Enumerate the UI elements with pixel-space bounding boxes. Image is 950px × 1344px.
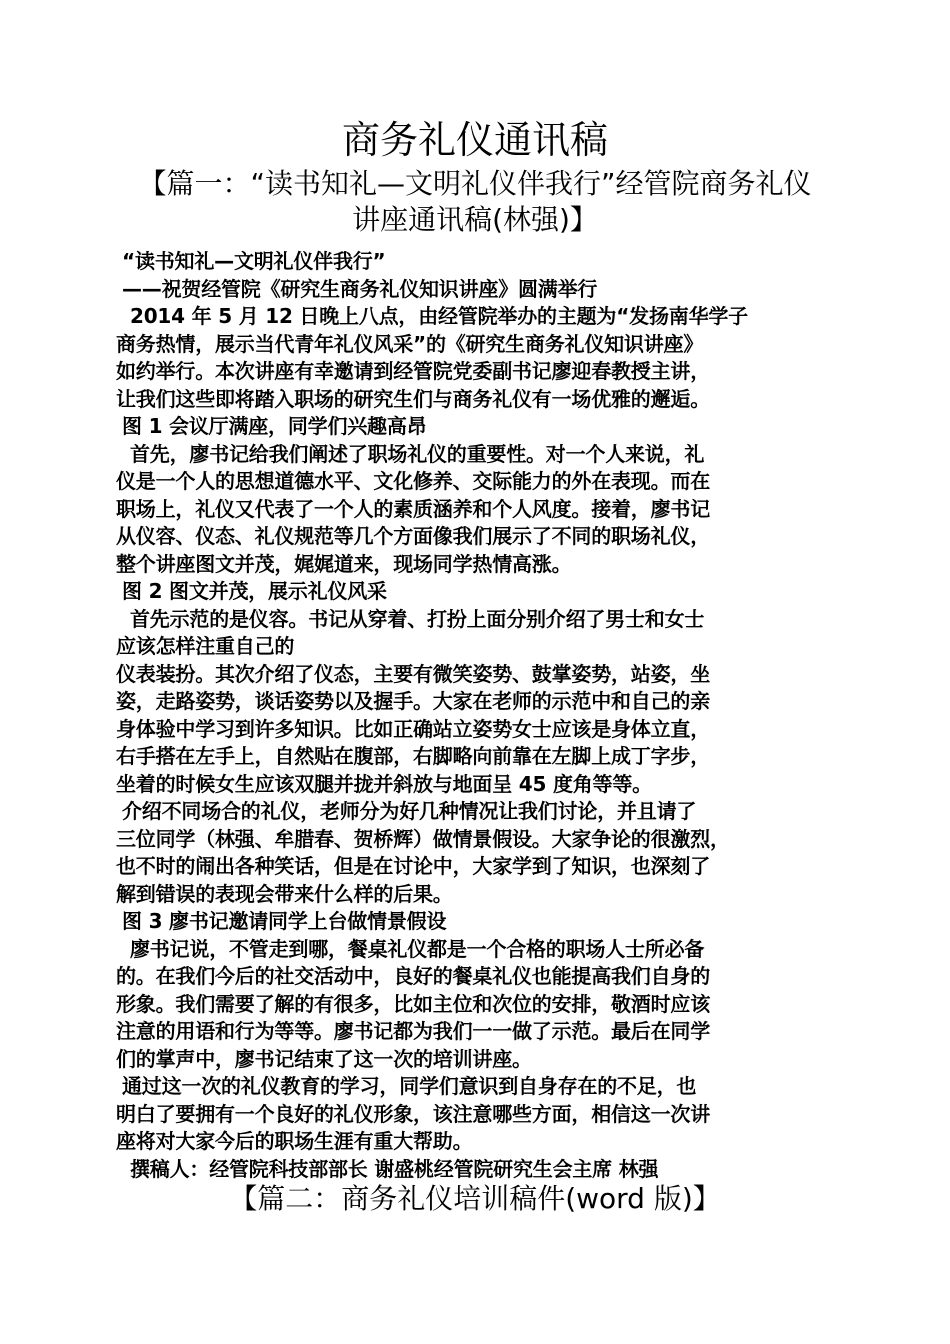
section-heading-1-line-1: 【篇一：“读书知礼—文明礼仪伴我行”经管院商务礼仪: [138, 167, 812, 200]
paragraph-line: 2014 年 5 月 12 日晚上八点，由经管院举办的主题为“发扬南华学子: [130, 304, 748, 328]
paragraph-line: 商务热情，展示当代青年礼仪风采”的《研究生商务礼仪知识讲座》: [116, 331, 704, 356]
paragraph-line: 仪是一个人的思想道德水平、文化修养、交际能力的外在表现。而在: [116, 469, 710, 493]
article-subheadline: ——祝贺经管院《研究生商务礼仪知识讲座》圆满举行: [122, 276, 598, 301]
paragraph-line: 明白了要拥有一个良好的礼仪形象，该注意哪些方面，相信这一次讲: [116, 1101, 710, 1126]
section-heading-1-line-2: 讲座通讯稿(林强)】: [352, 203, 598, 236]
paragraph-line: 解到错误的表现会带来什么样的后果。: [116, 881, 453, 906]
figure-caption: 图 2 图文并茂，展示礼仪风采: [122, 579, 387, 603]
paragraph-line: 身体验中学习到许多知识。比如正确站立姿势女士应该是身体立直，: [116, 716, 710, 741]
paragraph-line: 整个讲座图文并茂，娓娓道来，现场同学热情高涨。: [116, 551, 572, 576]
paragraph-line: 廖书记说，不管走到哪，餐桌礼仪都是一个合格的职场人士所必备: [130, 936, 705, 961]
paragraph-line: 如约举行。本次讲座有幸邀请到经管院党委副书记廖迎春教授主讲，: [116, 359, 710, 383]
paragraph-line: 从仪容、仪态、礼仪规范等几个方面像我们展示了不同的职场礼仪，: [116, 524, 710, 548]
paragraph-line: 形象。我们需要了解的有很多，比如主位和次位的安排，敬酒时应该: [116, 991, 710, 1016]
paragraph-line: 坐着的时候女生应该双腿并拢并斜放与地面呈 45 度角等等。: [116, 771, 652, 796]
paragraph-line: 应该怎样注重自己的: [116, 634, 295, 658]
paragraph-line: 让我们这些即将踏入职场的研究生们与商务礼仪有一场优雅的邂逅。: [116, 386, 710, 411]
section-heading-1: [100, 166, 850, 238]
paragraph-line: 三位同学（林强、牟腊春、贺桥辉）做情景假设。大家争论的很激烈，: [116, 826, 730, 851]
paragraph-line: 姿，走路姿势，谈话姿势以及握手。大家在老师的示范中和自己的亲: [116, 689, 710, 713]
paragraph-line: 介绍不同场合的礼仪，老师分为好几种情况让我们讨论，并且请了: [122, 799, 697, 823]
figure-caption: 图 3 廖书记邀请同学上台做情景假设: [122, 909, 447, 933]
paragraph-line: 们的掌声中，廖书记结束了这一次的培训讲座。: [116, 1046, 532, 1071]
figure-caption: 图 1 会议厅满座，同学们兴趣高昂: [122, 414, 427, 438]
paragraph-line: 仪表装扮。其次介绍了仪态，主要有微笑姿势、鼓掌姿势，站姿，坐: [116, 661, 710, 686]
paragraph-line: 注意的用语和行为等等。廖书记都为我们一一做了示范。最后在同学: [116, 1019, 710, 1043]
paragraph-line: 的。在我们今后的社交活动中，良好的餐桌礼仪也能提高我们自身的: [116, 964, 710, 988]
article-body: [116, 248, 838, 1183]
article-headline: “读书知礼—文明礼仪伴我行”: [122, 249, 386, 273]
section-heading-2: 【篇二：商务礼仪培训稿件(word 版)】: [229, 1182, 721, 1215]
paragraph-line: 也不时的闹出各种笑话，但是在讨论中，大家学到了知识，也深刻了: [116, 854, 710, 878]
paragraph-line: 座将对大家今后的职场生涯有重大帮助。: [116, 1129, 473, 1153]
document-title: 商务礼仪通讯稿: [341, 118, 608, 162]
paragraph-line: 右手搭在左手上，自然贴在腹部，右脚略向前靠在左脚上成丁字步，: [116, 744, 710, 768]
paragraph-line: 通过这一次的礼仪教育的学习，同学们意识到自身存在的不足，也: [122, 1074, 697, 1098]
paragraph-line: 首先，廖书记给我们阐述了职场礼仪的重要性。对一个人来说，礼: [130, 441, 705, 466]
paragraph-line: 首先示范的是仪容。书记从穿着、打扮上面分别介绍了男士和女士: [130, 606, 705, 631]
author-credit: 撰稿人：经管院科技部部长 谢盛桃经管院研究生会主席 林强: [130, 1156, 659, 1181]
paragraph-line: 职场上，礼仪又代表了一个人的素质涵养和个人风度。接着，廖书记: [116, 496, 710, 521]
